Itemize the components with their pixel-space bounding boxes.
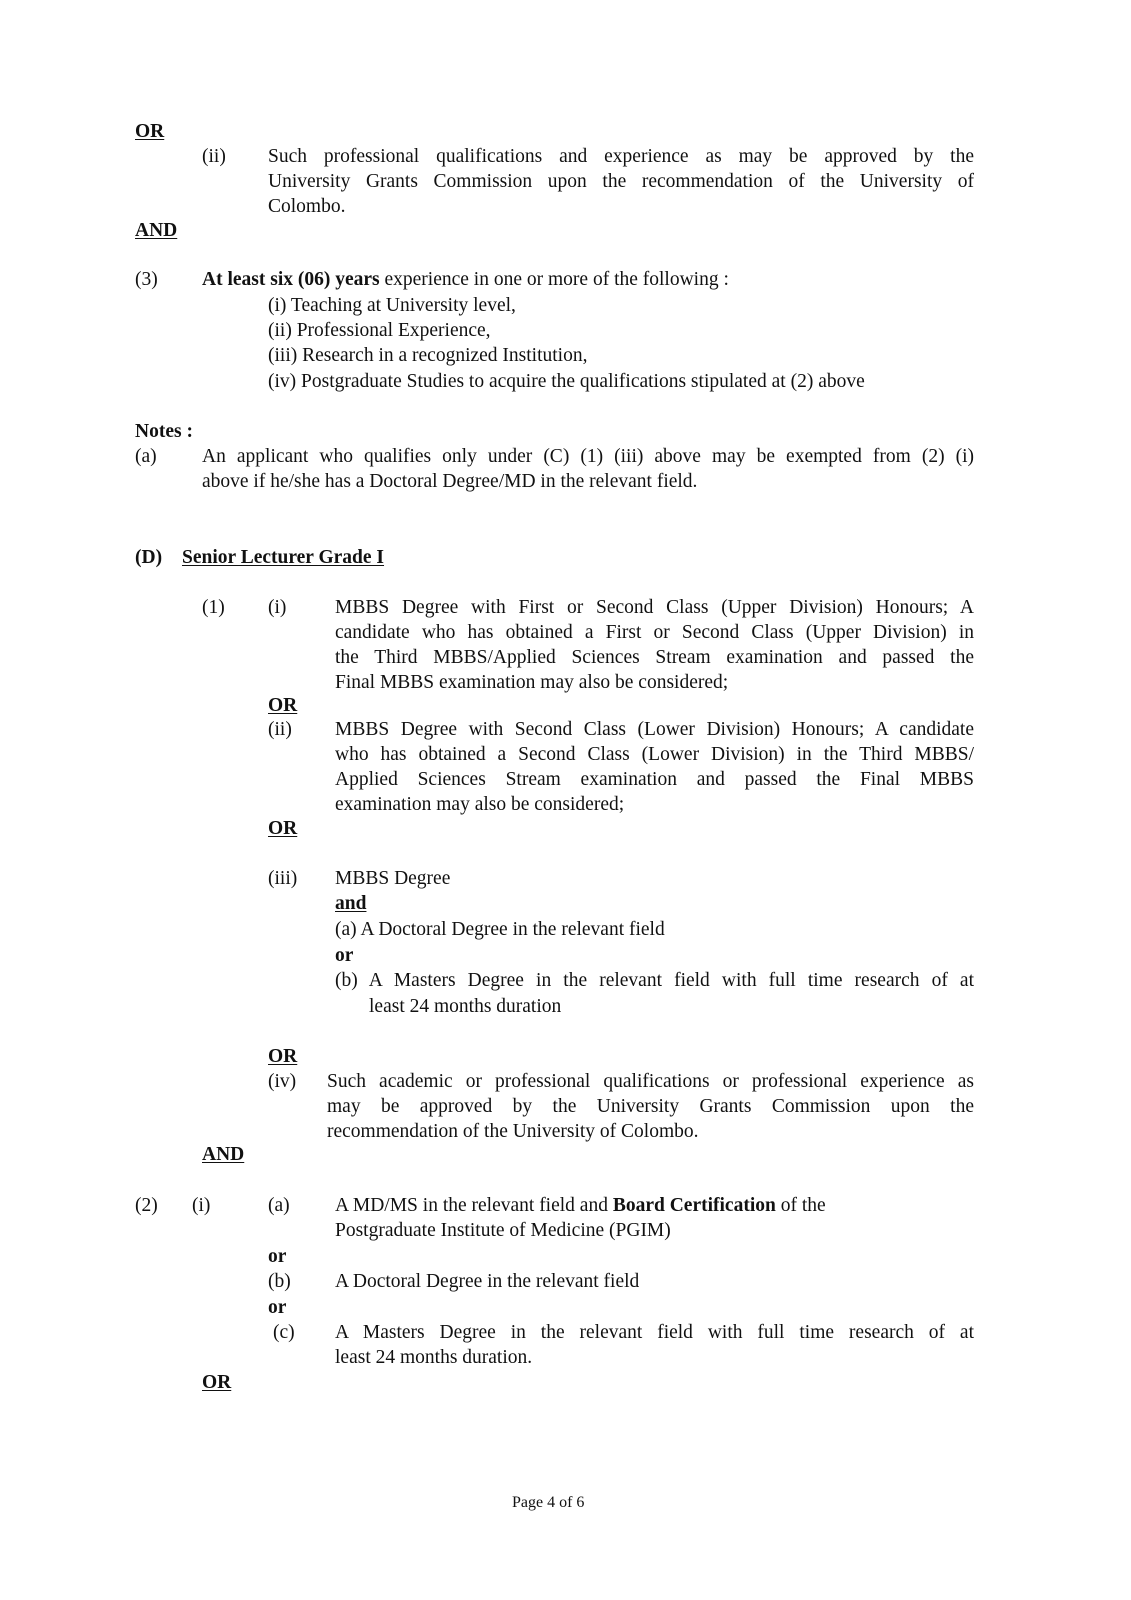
qualification-option: (a) A Doctoral Degree in the relevant field <box>335 919 665 940</box>
paragraph-line: Applied Sciences Stream examination and passed the Final MBBS <box>335 769 974 790</box>
or-connector: or <box>335 945 354 966</box>
page-number: Page 4 of 6 <box>512 1494 585 1511</box>
and-connector: AND <box>135 220 178 241</box>
qualification-paragraph <box>327 1069 974 1144</box>
experience-requirement <box>202 267 729 292</box>
or-connector: or <box>268 1246 287 1267</box>
qualification-text: A Doctoral Degree in the relevant field <box>335 1271 640 1292</box>
and-connector: and <box>335 893 367 914</box>
paragraph-line: MBBS Degree with First or Second Class (Upper Division) Honours; A <box>335 597 974 618</box>
qualification-text: MBBS Degree <box>335 868 451 889</box>
sub-item-number: (i) <box>192 1195 211 1216</box>
note-paragraph <box>202 444 974 494</box>
experience-list-item: (i) Teaching at University level, <box>268 295 516 316</box>
paragraph-line: above if he/she has a Doctoral Degree/MD in the relevant field. <box>202 471 698 492</box>
option-label: (a) <box>268 1195 290 1216</box>
sub-item-number: (iv) <box>268 1071 297 1092</box>
paragraph-line: recommendation of the University of Colombo. <box>327 1121 699 1142</box>
paragraph-line: MBBS Degree with Second Class (Lower Division) Honours; A candidate <box>335 719 974 740</box>
section-label: (D) <box>135 547 163 568</box>
requirement-text: experience in one or more of the following : <box>379 269 729 290</box>
paragraph-line: who has obtained a Second Class (Lower Division) in the Third MBBS/ <box>335 744 974 765</box>
qualification-text-continued: Postgraduate Institute of Medicine (PGIM) <box>335 1220 671 1241</box>
paragraph-line: University Grants Commission upon the recommendation of the University of <box>268 171 974 192</box>
paragraph-line: may be approved by the University Grants Commission upon the <box>327 1096 974 1117</box>
paragraph-line: A Masters Degree in the relevant field with full time research of at <box>335 1322 974 1343</box>
sub-item-number: (i) <box>268 597 287 618</box>
sub-item-number: (iii) <box>268 868 298 889</box>
paragraph-line: Final MBBS examination may also be considered; <box>335 672 729 693</box>
text-segment: A MD/MS in the relevant field and <box>335 1195 613 1216</box>
section-title: Senior Lecturer Grade I <box>182 547 385 568</box>
or-connector: OR <box>268 818 298 839</box>
qualification-paragraph <box>268 144 974 219</box>
and-connector: AND <box>202 1144 245 1165</box>
paragraph-line: Such academic or professional qualifications or professional experience as <box>327 1071 974 1092</box>
paragraph-line: candidate who has obtained a First or Second Class (Upper Division) in <box>335 622 974 643</box>
paragraph-line: (b) A Masters Degree in the relevant field with full time research of at <box>335 970 974 991</box>
qualification-paragraph <box>335 1320 974 1370</box>
note-label: (a) <box>135 446 157 467</box>
qualification-option <box>335 968 974 993</box>
notes-heading: Notes : <box>135 421 193 442</box>
emphasis-text: At least six (06) years <box>202 269 380 290</box>
experience-list-item: (ii) Professional Experience, <box>268 320 491 341</box>
experience-list-item: (iv) Postgraduate Studies to acquire the qualifications stipulated at (2) above <box>268 371 865 392</box>
or-connector: OR <box>135 121 165 142</box>
paragraph-line: least 24 months duration. <box>335 1347 533 1368</box>
qualification-paragraph <box>335 717 974 817</box>
qualification-paragraph <box>335 595 974 695</box>
or-connector: OR <box>202 1372 232 1393</box>
qualification-text <box>335 1193 826 1218</box>
paragraph-line: examination may also be considered; <box>335 794 625 815</box>
option-label: (c) <box>273 1322 295 1343</box>
experience-list-item: (iii) Research in a recognized Institution, <box>268 345 588 366</box>
sub-item-number: (ii) <box>268 719 292 740</box>
paragraph-line: An applicant who qualifies only under (C) (1) (iii) above may be exempted from (2) (i) <box>202 446 974 467</box>
or-connector: or <box>268 1297 287 1318</box>
item-number: (2) <box>135 1195 158 1216</box>
option-label: (b) <box>268 1271 291 1292</box>
paragraph-line: the Third MBBS/Applied Sciences Stream examination and passed the <box>335 647 974 668</box>
emphasis-text: Board Certification <box>612 1195 776 1216</box>
or-connector: OR <box>268 695 298 716</box>
paragraph-line: Colombo. <box>268 196 346 217</box>
qualification-option-continued: least 24 months duration <box>369 996 562 1017</box>
item-number: (ii) <box>202 146 226 167</box>
item-number: (3) <box>135 269 158 290</box>
paragraph-line: Such professional qualifications and experience as may be approved by the <box>268 146 974 167</box>
text-segment: of the <box>775 1195 826 1216</box>
or-connector: OR <box>268 1046 298 1067</box>
item-number: (1) <box>202 597 225 618</box>
